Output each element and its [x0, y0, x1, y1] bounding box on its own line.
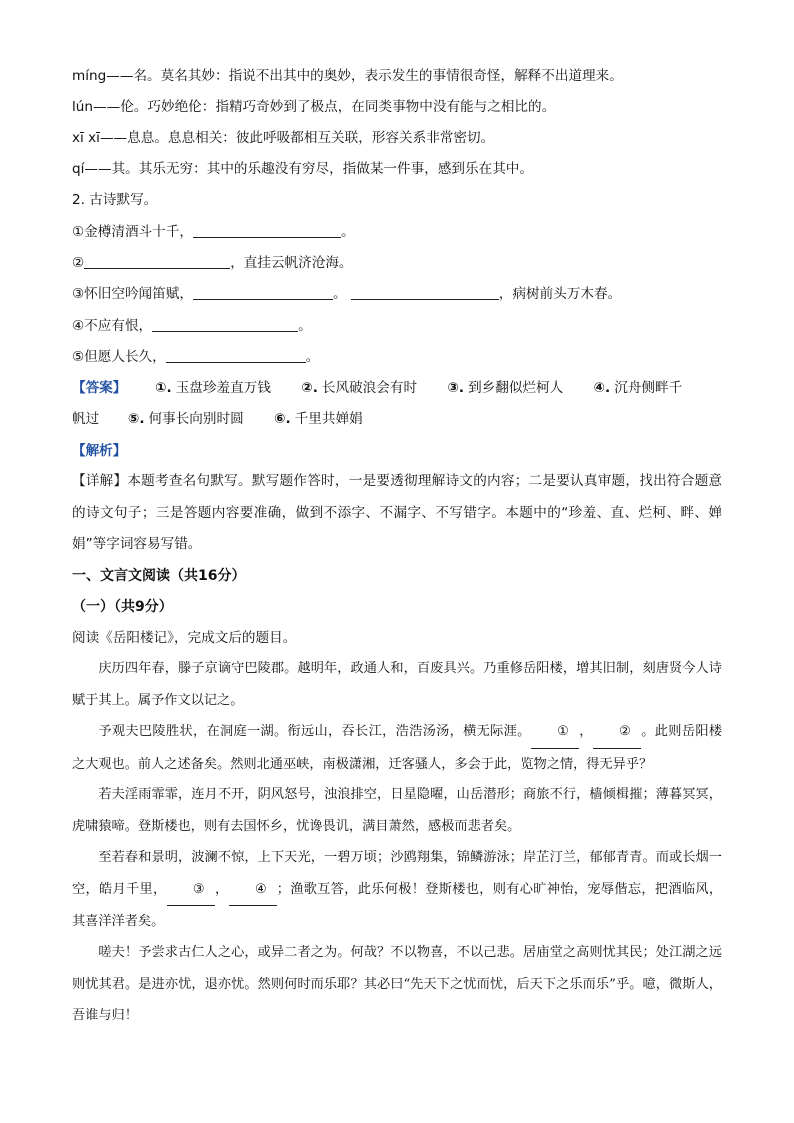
- passage-blank-4[interactable]: ④: [229, 874, 277, 907]
- poem-item-4: ④不应有恨， 。: [72, 318, 312, 334]
- answer-blank-6[interactable]: [166, 347, 306, 363]
- answer-item-1: ①. 玉盘珍羞直万钱: [155, 380, 271, 396]
- answer-blank-1[interactable]: [193, 222, 341, 238]
- gloss-line-1: míng——名。莫名其妙：指说不出其中的奥妙，表示发生的事情很奇怪，解释不出道理来。: [72, 68, 623, 84]
- poem-item-5: ⑤但愿人长久， 。: [72, 349, 320, 365]
- analysis-label: 【解析】: [72, 443, 127, 459]
- answer-blank-3[interactable]: [193, 284, 333, 300]
- answer-line-1: [72, 378, 682, 398]
- poem-item-3: ③怀旧空吟闻笛赋， 。 ，病树前头万木春。: [72, 286, 622, 302]
- analysis-detail: 【详解】本题考查名句默写。默写题作答时，一是要透彻理解诗文的内容；二是要认真审题，找出符合题意的诗文句子；三是答题内容要准确，做到不添字、不漏字、不写错字。本题中的“珍羞、直、烂柯、畔、婵娟”等字词容易写错。: [72, 473, 722, 552]
- poem-item-1: ①金樽清酒斗十千， 。: [72, 224, 355, 240]
- section-subtitle: （一）（共9分）: [72, 599, 173, 615]
- passage-paragraph-3: 若夫淫雨霏霏，连月不开，阴风怒号，浊浪排空，日星隐曜，山岳潜形；商旅不行，樯倾楫摧；薄暮冥冥，虎啸猿啼。登斯楼也，则有去国怀乡，忧谗畏讥，满目萧然，感极而悲者矣。: [72, 787, 722, 834]
- answer-item-5: ⑤. 何事长向别时圆: [127, 411, 244, 427]
- answer-line-2: 帆过 ⑤. 何事长向别时圆 ⑥. 千里共婵娟: [72, 411, 363, 427]
- question-2-title: 2. 古诗默写。: [72, 192, 158, 208]
- answer-blank-2[interactable]: [84, 253, 230, 269]
- reading-instruction: 阅读《岳阳楼记》，完成文后的题目。: [72, 630, 297, 646]
- section-title: 一、文言文阅读（共16分）: [72, 568, 246, 584]
- answer-label: 【答案】: [72, 380, 127, 396]
- gloss-line-2: lún——伦。巧妙绝伦：指精巧奇妙到了极点，在同类事物中没有能与之相比的。: [72, 99, 556, 115]
- poem-item-2: ② ，直挂云帆济沧海。: [72, 255, 353, 271]
- passage-blank-2[interactable]: ②: [593, 716, 641, 749]
- passage-paragraph-1: 庆历四年春，滕子京谪守巴陵郡。越明年，政通人和，百废具兴。乃重修岳阳楼，增其旧制，刻唐贤今人诗赋于其上。属予作文以记之。: [72, 661, 722, 708]
- answer-item-6: ⑥. 千里共婵娟: [274, 411, 363, 427]
- answer-item-3: ③. 到乡翻似烂柯人: [447, 380, 564, 396]
- answer-blank-5[interactable]: [152, 316, 298, 332]
- gloss-line-4: qí——其。其乐无穷：其中的乐趣没有穷尽，指做某一件事，感到乐在其中。: [72, 161, 533, 177]
- answer-item-2: ②. 长风破浪会有时: [301, 380, 418, 396]
- passage-paragraph-5: 嗟夫！予尝求古仁人之心，或异二者之为。何哉？不以物喜，不以己悲。居庙堂之高则忧其民；处江湖之远则忧其君。是进亦忧，退亦忧。然则何时而乐耶？其必曰“先天下之忧而忧，后天下之乐而乐”乎。噫，微斯人，吾谁与归！: [72, 945, 722, 1023]
- gloss-line-3: xī xī——息息。息息相关：彼此呼吸都相互关联，形容关系非常密切。: [72, 130, 495, 146]
- passage-paragraph-2: 予观夫巴陵胜状，在洞庭一湖。衔远山，吞长江，浩浩汤汤，横无际涯。 ① ， ② 。此则岳阳楼之大观也。前人之述备矣。然则北通巫峡，南极潇湘，迁客骚人，多会于此，览物之情，得无异乎？: [72, 716, 722, 780]
- passage-blank-1[interactable]: ①: [531, 716, 579, 749]
- answer-blank-4[interactable]: [351, 284, 499, 300]
- passage-paragraph-4: 至若春和景明，波澜不惊，上下天光，一碧万顷；沙鸥翔集，锦鳞游泳；岸芷汀兰，郁郁青青。而或长烟一空，皓月千里， ③ ， ④ ；渔歌互答，此乐何极！登斯楼也，则有心旷神怡，宠辱偕忘，把酒临风，其喜洋洋者矣。: [72, 850, 723, 929]
- passage-blank-3[interactable]: ③: [167, 874, 215, 907]
- answer-item-4: ④. 沉舟侧畔千: [593, 380, 683, 396]
